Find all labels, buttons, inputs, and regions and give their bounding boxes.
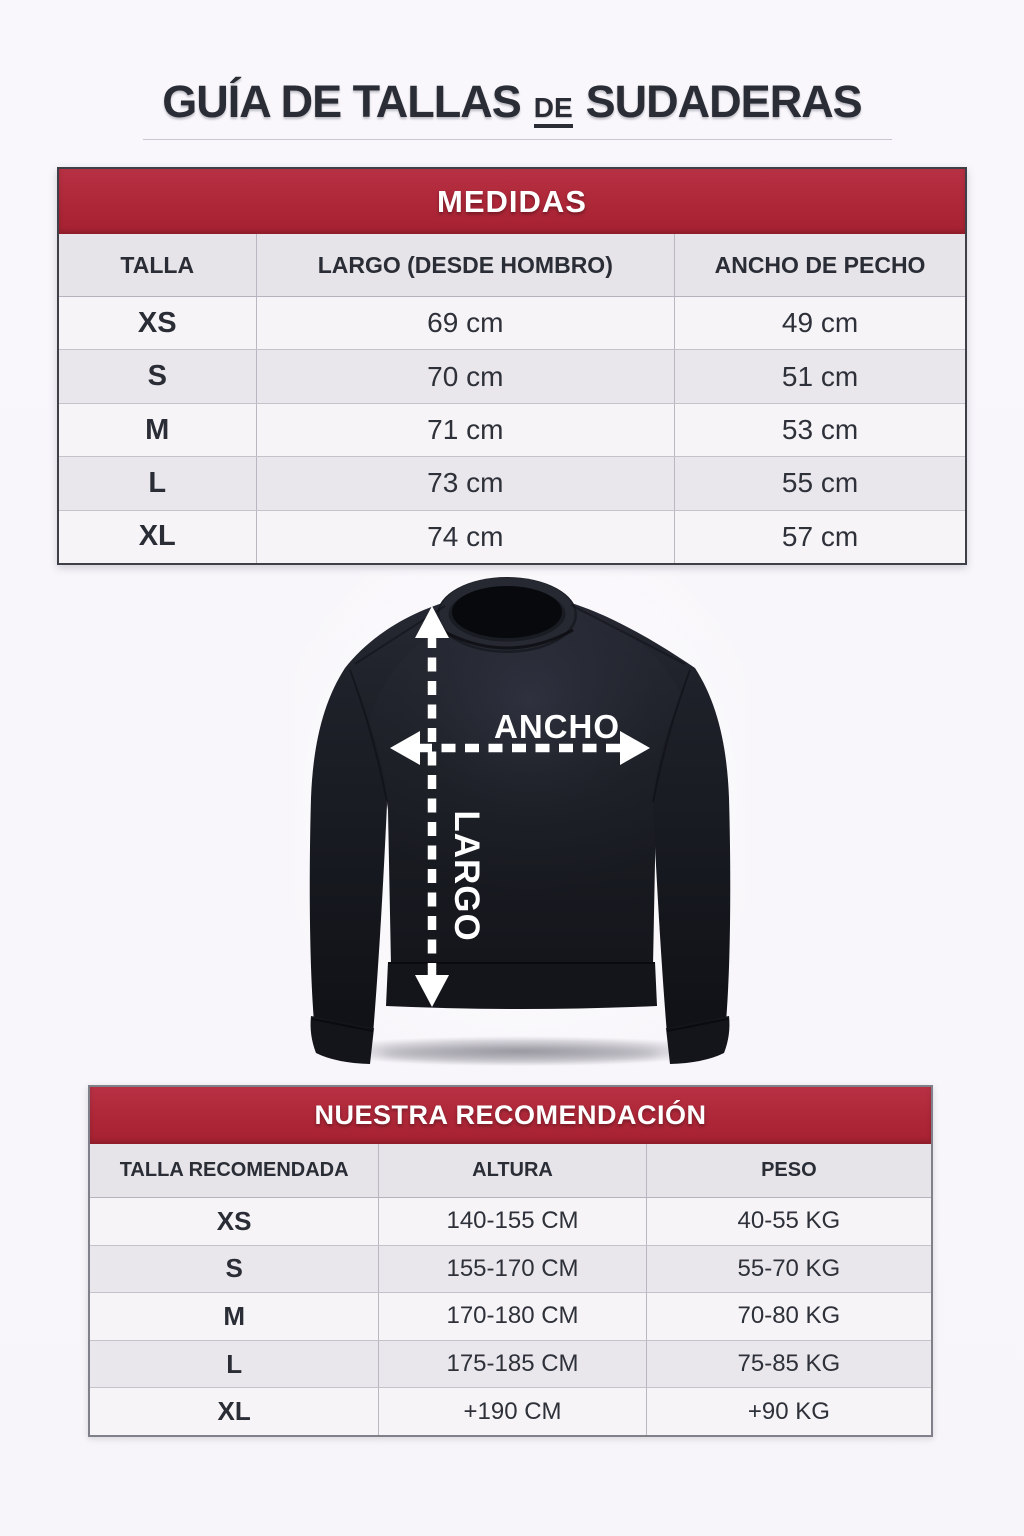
measures-table-title: MEDIDAS	[59, 169, 965, 234]
page-title-part1: GUÍA DE TALLAS	[162, 76, 521, 127]
recommendation-table-header	[90, 1144, 931, 1198]
altura-cell: +190 CM	[379, 1388, 646, 1435]
size-cell: XS	[59, 297, 257, 349]
peso-cell: 70-80 KG	[737, 1302, 841, 1330]
ancho-cell: 51 cm	[781, 360, 859, 392]
size-cell: XL	[59, 511, 257, 563]
ancho-cell: 55 cm	[781, 467, 859, 499]
column-header-altura: ALTURA	[379, 1144, 646, 1197]
table-row-xl	[59, 511, 965, 563]
column-header-peso: PESO	[761, 1159, 817, 1181]
page-title-part2: SUDADERAS	[585, 76, 862, 127]
table-row-xs	[59, 297, 965, 350]
size-cell: S	[59, 350, 257, 402]
recommendation-table	[88, 1085, 933, 1437]
size-cell: S	[90, 1246, 379, 1293]
table-row-s	[90, 1246, 931, 1294]
column-header-ancho: ANCHO DE PECHO	[714, 251, 926, 278]
altura-cell: 140-155 CM	[379, 1198, 646, 1245]
table-row-m	[59, 404, 965, 457]
ancho-cell: 57 cm	[781, 520, 859, 552]
page-title	[0, 76, 1024, 128]
measures-table-header	[59, 234, 965, 297]
peso-cell: 55-70 KG	[737, 1254, 841, 1282]
table-row-l	[59, 457, 965, 510]
page-title-de: DE	[534, 92, 573, 128]
column-header-talla: TALLA	[59, 234, 257, 296]
size-cell: M	[59, 404, 257, 456]
altura-cell: 175-185 CM	[379, 1341, 646, 1388]
table-row-s	[59, 350, 965, 403]
largo-cell: 71 cm	[257, 404, 676, 456]
largo-cell: 70 cm	[257, 350, 676, 402]
ancho-cell: 53 cm	[781, 414, 859, 446]
ancho-cell: 49 cm	[781, 307, 859, 339]
title-divider	[143, 139, 892, 140]
peso-cell: 40-55 KG	[737, 1207, 841, 1235]
table-row-m	[90, 1293, 931, 1341]
width-label: ANCHO	[494, 708, 620, 745]
table-row-xl	[90, 1388, 931, 1435]
size-cell: XS	[90, 1198, 379, 1245]
size-cell: M	[90, 1293, 379, 1340]
peso-cell: +90 KG	[747, 1397, 830, 1425]
table-row-l	[90, 1341, 931, 1389]
largo-cell: 74 cm	[257, 511, 676, 563]
length-label: LARGO	[447, 810, 486, 942]
table-row-xs	[90, 1198, 931, 1246]
altura-cell: 155-170 CM	[379, 1246, 646, 1293]
recommendation-table-title: NUESTRA RECOMENDACIÓN	[90, 1087, 931, 1144]
sweatshirt-diagram	[295, 570, 745, 1070]
largo-cell: 73 cm	[257, 457, 676, 509]
column-header-largo: LARGO (DESDE HOMBRO)	[257, 234, 676, 296]
altura-cell: 170-180 CM	[379, 1293, 646, 1340]
size-cell: L	[90, 1341, 379, 1388]
size-cell: XL	[90, 1388, 379, 1435]
size-cell: L	[59, 457, 257, 509]
measures-table	[57, 167, 967, 565]
column-header-talla-recomendada: TALLA RECOMENDADA	[90, 1144, 379, 1197]
sweatshirt-illustration	[310, 577, 730, 1064]
largo-cell: 69 cm	[257, 297, 676, 349]
peso-cell: 75-85 KG	[737, 1350, 841, 1378]
